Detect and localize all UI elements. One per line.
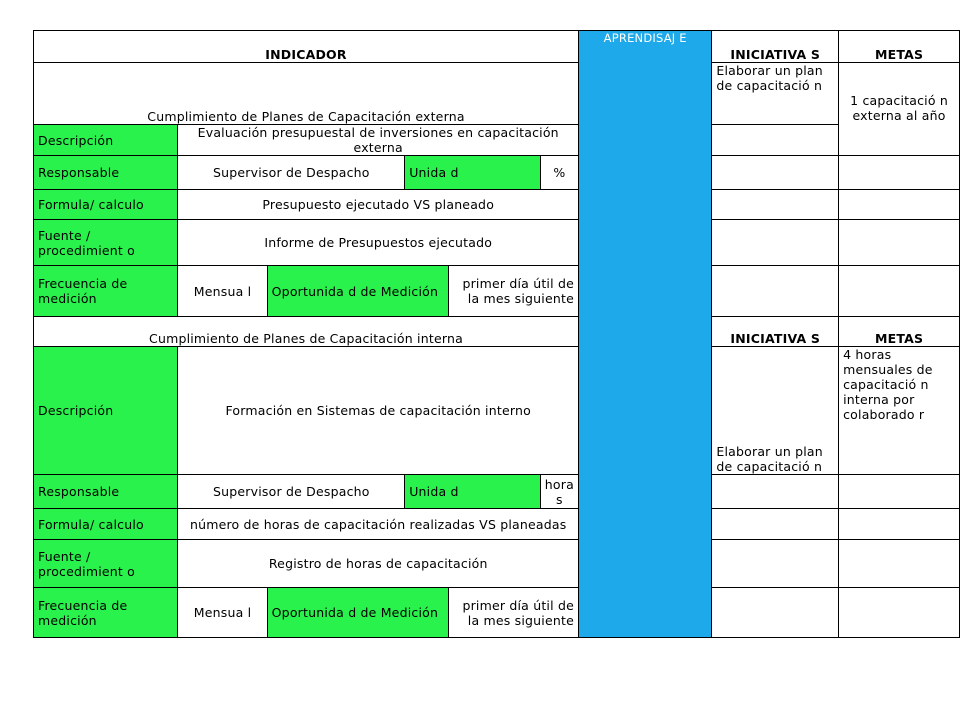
- empty-cell: [839, 220, 960, 266]
- s2-responsable-value: Supervisor de Despacho: [178, 475, 405, 509]
- s1-responsable-value: Supervisor de Despacho: [178, 156, 405, 190]
- s1-iniciativa-empty: [712, 125, 839, 156]
- section2-iniciativas-header: INICIATIVA S: [712, 317, 839, 347]
- indicator-table: [33, 30, 960, 638]
- empty-cell: [712, 156, 839, 190]
- s2-unidad-value: hora s: [540, 475, 578, 509]
- section1-title: Cumplimiento de Planes de Capacitación externa: [34, 63, 579, 125]
- section1-iniciativa: Elaborar un plan de capacitació n: [712, 63, 839, 125]
- s2-responsable-label: Responsable: [34, 475, 178, 509]
- s2-descripcion-label: Descripción: [34, 347, 178, 475]
- empty-cell: [712, 509, 839, 540]
- header-indicador: INDICADOR: [34, 31, 579, 63]
- s1-formula-value: Presupuesto ejecutado VS planeado: [178, 190, 579, 220]
- s2-fuente-value: Registro de horas de capacitación: [178, 540, 579, 588]
- empty-cell: [712, 588, 839, 638]
- empty-cell: [712, 475, 839, 509]
- empty-cell: [712, 266, 839, 317]
- s2-descripcion-value: Formación en Sistemas de capacitación interno: [178, 347, 579, 475]
- header-metas: METAS: [839, 31, 960, 63]
- s1-descripcion-label: Descripción: [34, 125, 178, 156]
- empty-cell: [839, 156, 960, 190]
- section2-iniciativa: Elaborar un plan de capacitació n: [712, 347, 839, 475]
- section2-metas-header: METAS: [839, 317, 960, 347]
- s2-frecuencia-value: Mensua l: [178, 588, 267, 638]
- s1-oportunidad-label: Oportunida d de Medición: [267, 266, 448, 317]
- empty-cell: [712, 540, 839, 588]
- s1-fuente-value: Informe de Presupuestos ejecutado: [178, 220, 579, 266]
- section2-meta: 4 horas mensuales de capacitació n interna por colaborado r: [839, 347, 960, 475]
- s1-oportunidad-value: primer día útil de la mes siguiente: [448, 266, 578, 317]
- s1-unidad-value: %: [540, 156, 578, 190]
- empty-cell: [839, 540, 960, 588]
- empty-cell: [839, 509, 960, 540]
- empty-cell: [712, 220, 839, 266]
- s1-responsable-label: Responsable: [34, 156, 178, 190]
- s1-fuente-label: Fuente / procedimient o: [34, 220, 178, 266]
- s2-oportunidad-value: primer día útil de la mes siguiente: [448, 588, 578, 638]
- empty-cell: [839, 475, 960, 509]
- header-iniciativas: INICIATIVA S: [712, 31, 839, 63]
- s1-frecuencia-value: Mensua l: [178, 266, 267, 317]
- s2-fuente-label: Fuente / procedimient o: [34, 540, 178, 588]
- empty-cell: [712, 190, 839, 220]
- s2-unidad-label: Unida d: [405, 475, 541, 509]
- s1-formula-label: Formula/ calculo: [34, 190, 178, 220]
- s2-formula-value: número de horas de capacitación realizadas VS planeadas: [178, 509, 579, 540]
- s2-oportunidad-label: Oportunida d de Medición: [267, 588, 448, 638]
- section2-title: Cumplimiento de Planes de Capacitación interna: [34, 317, 579, 347]
- empty-cell: [839, 190, 960, 220]
- aprendizaje-column: APRENDISAJ E: [578, 31, 711, 638]
- section1-meta: 1 capacitació n externa al año: [839, 63, 960, 156]
- s1-descripcion-value: Evaluación presupuestal de inversiones en capacitación externa: [178, 125, 579, 156]
- empty-cell: [839, 588, 960, 638]
- s1-frecuencia-label: Frecuencia de medición: [34, 266, 178, 317]
- s2-formula-label: Formula/ calculo: [34, 509, 178, 540]
- s2-frecuencia-label: Frecuencia de medición: [34, 588, 178, 638]
- empty-cell: [839, 266, 960, 317]
- s1-unidad-label: Unida d: [405, 156, 541, 190]
